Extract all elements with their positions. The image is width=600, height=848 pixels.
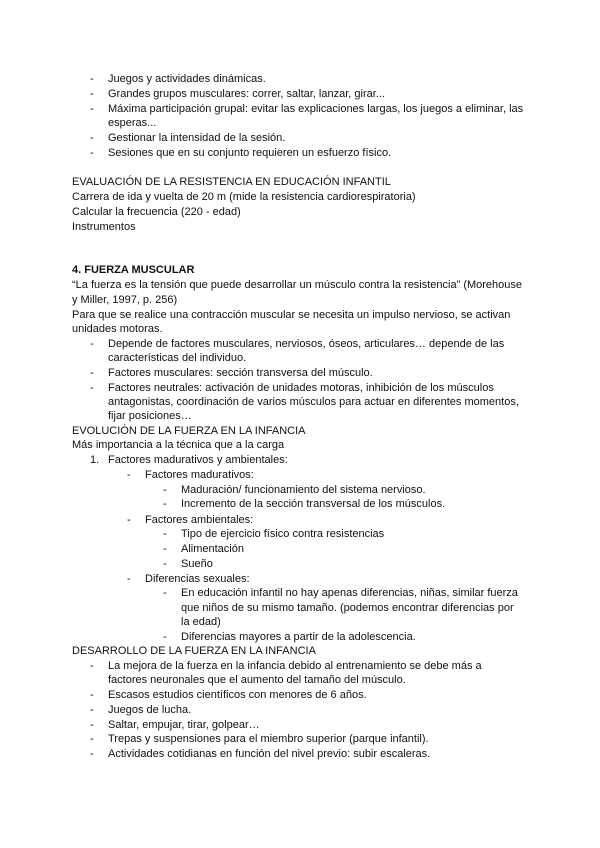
subsub-bullet-text: Sueño [181, 558, 213, 570]
bullet-text: Actividades cotidianas en función del nivel previo: subir escaleras. [108, 748, 431, 760]
subsub-bullet-text-continued: la edad) [181, 616, 221, 628]
bullet-dash: - [90, 704, 94, 716]
bullet-dash: - [90, 382, 94, 394]
bullet-dash: - [90, 733, 94, 745]
bullet-text: Factores neutrales: activación de unidades motoras, inhibición de los músculos [108, 382, 494, 394]
bullet-text: Juegos y actividades dinámicas. [108, 73, 266, 85]
subsub-bullet-dash: - [163, 543, 167, 555]
subsub-bullet-text: Alimentación [181, 543, 244, 555]
section-title-evaluacion: EVALUACIÓN DE LA RESISTENCIA EN EDUCACIÓN INFANTIL [72, 176, 391, 188]
bullet-text-continued: antagonistas, coordinación de varios músculos para actuar en diferentes momentos, [108, 396, 519, 408]
bullet-text: Máxima participación grupal: evitar las explicaciones largas, los juegos a eliminar, las [108, 103, 524, 115]
bullet-dash: - [90, 132, 94, 144]
bullet-text: La mejora de la fuerza en la infancia debido al entrenamiento se debe más a [108, 660, 482, 672]
bullet-dash: - [90, 748, 94, 760]
section-heading-fuerza: 4. FUERZA MUSCULAR [72, 264, 195, 276]
numbered-marker: 1. [90, 454, 100, 466]
bullet-text: Grandes grupos musculares: correr, saltar, lanzar, girar... [108, 88, 385, 100]
paragraph-line: Carrera de ida y vuelta de 20 m (mide la resistencia cardiorespiratoria) [72, 191, 416, 203]
bullet-dash: - [90, 147, 94, 159]
bullet-dash: - [90, 719, 94, 731]
bullet-text-continued: fijar posiciones… [108, 410, 192, 422]
paragraph-line: Calcular la frecuencia (220 - edad) [72, 206, 241, 218]
bullet-dash: - [90, 338, 94, 350]
bullet-text-continued: esperas... [108, 117, 157, 129]
subsub-bullet-dash: - [163, 498, 167, 510]
sub-bullet-dash: - [127, 573, 131, 585]
bullet-dash: - [90, 367, 94, 379]
section-subtitle: Más importancia a la técnica que a la carga [72, 439, 285, 451]
bullet-text-continued: características del individuo. [108, 352, 247, 364]
subsub-bullet-text: Tipo de ejercicio físico contra resistencias [181, 528, 385, 540]
sub-bullet-label: Factores madurativos: [145, 469, 254, 481]
section-title-desarrollo: DESARROLLO DE LA FUERZA EN LA INFANCIA [72, 645, 316, 657]
bullet-text: Sesiones que en su conjunto requieren un esfuerzo físico. [108, 147, 392, 159]
bullet-dash: - [90, 73, 94, 85]
subsub-bullet-dash: - [163, 558, 167, 570]
quote-line: y Miller, 1997, p. 256) [72, 294, 178, 306]
bullet-dash: - [90, 660, 94, 672]
subsub-bullet-text: En educación infantil no hay apenas diferencias, niñas, similar fuerza [181, 587, 518, 599]
sub-bullet-label: Diferencias sexuales: [145, 573, 250, 585]
bullet-text: Factores musculares: sección transversa del músculo. [108, 367, 373, 379]
bullet-dash: - [90, 88, 94, 100]
bullet-dash: - [90, 689, 94, 701]
sub-bullet-label: Factores ambientales: [145, 514, 254, 526]
subsub-bullet-text: Maduración/ funcionamiento del sistema nervioso. [181, 484, 426, 496]
subsub-bullet-dash: - [163, 631, 167, 643]
bullet-text: Gestionar la intensidad de la sesión. [108, 132, 286, 144]
bullet-text: Escasos estudios científicos con menores de 6 años. [108, 689, 367, 701]
subsub-bullet-text: Diferencias mayores a partir de la adolescencia. [181, 631, 416, 643]
bullet-text: Depende de factores musculares, nerviosos, óseos, articulares… depende de las [108, 338, 505, 350]
subsub-bullet-text-continued: que niños de su mismo tamaño. (podemos encontrar diferencias por [181, 602, 514, 614]
paragraph-line: unidades motoras. [72, 323, 163, 335]
bullet-text: Trepas y suspensiones para el miembro superior (parque infantil). [108, 733, 429, 745]
quote-line: “La fuerza es la tensión que puede desarrollar un músculo contra la resistencia” (Morehouse [72, 279, 523, 291]
sub-bullet-dash: - [127, 469, 131, 481]
paragraph-line: Instrumentos [72, 221, 136, 233]
bullet-text: Juegos de lucha. [108, 704, 192, 716]
sub-bullet-dash: - [127, 514, 131, 526]
numbered-item: Factores madurativos y ambientales: [108, 454, 288, 466]
bullet-text-continued: factores neuronales que el aumento del tamaño del músculo. [108, 674, 406, 686]
subsub-bullet-dash: - [163, 587, 167, 599]
subsub-bullet-dash: - [163, 484, 167, 496]
paragraph-line: Para que se realice una contracción muscular se necesita un impulso nervioso, se activan [72, 309, 511, 321]
subsub-bullet-dash: - [163, 528, 167, 540]
subsub-bullet-text: Incremento de la sección transversal de los músculos. [181, 498, 446, 510]
section-title-evolucion: EVOLUCIÓN DE LA FUERZA EN LA INFANCIA [72, 425, 306, 437]
bullet-dash: - [90, 103, 94, 115]
bullet-text: Saltar, empujar, tirar, golpear… [108, 719, 260, 731]
